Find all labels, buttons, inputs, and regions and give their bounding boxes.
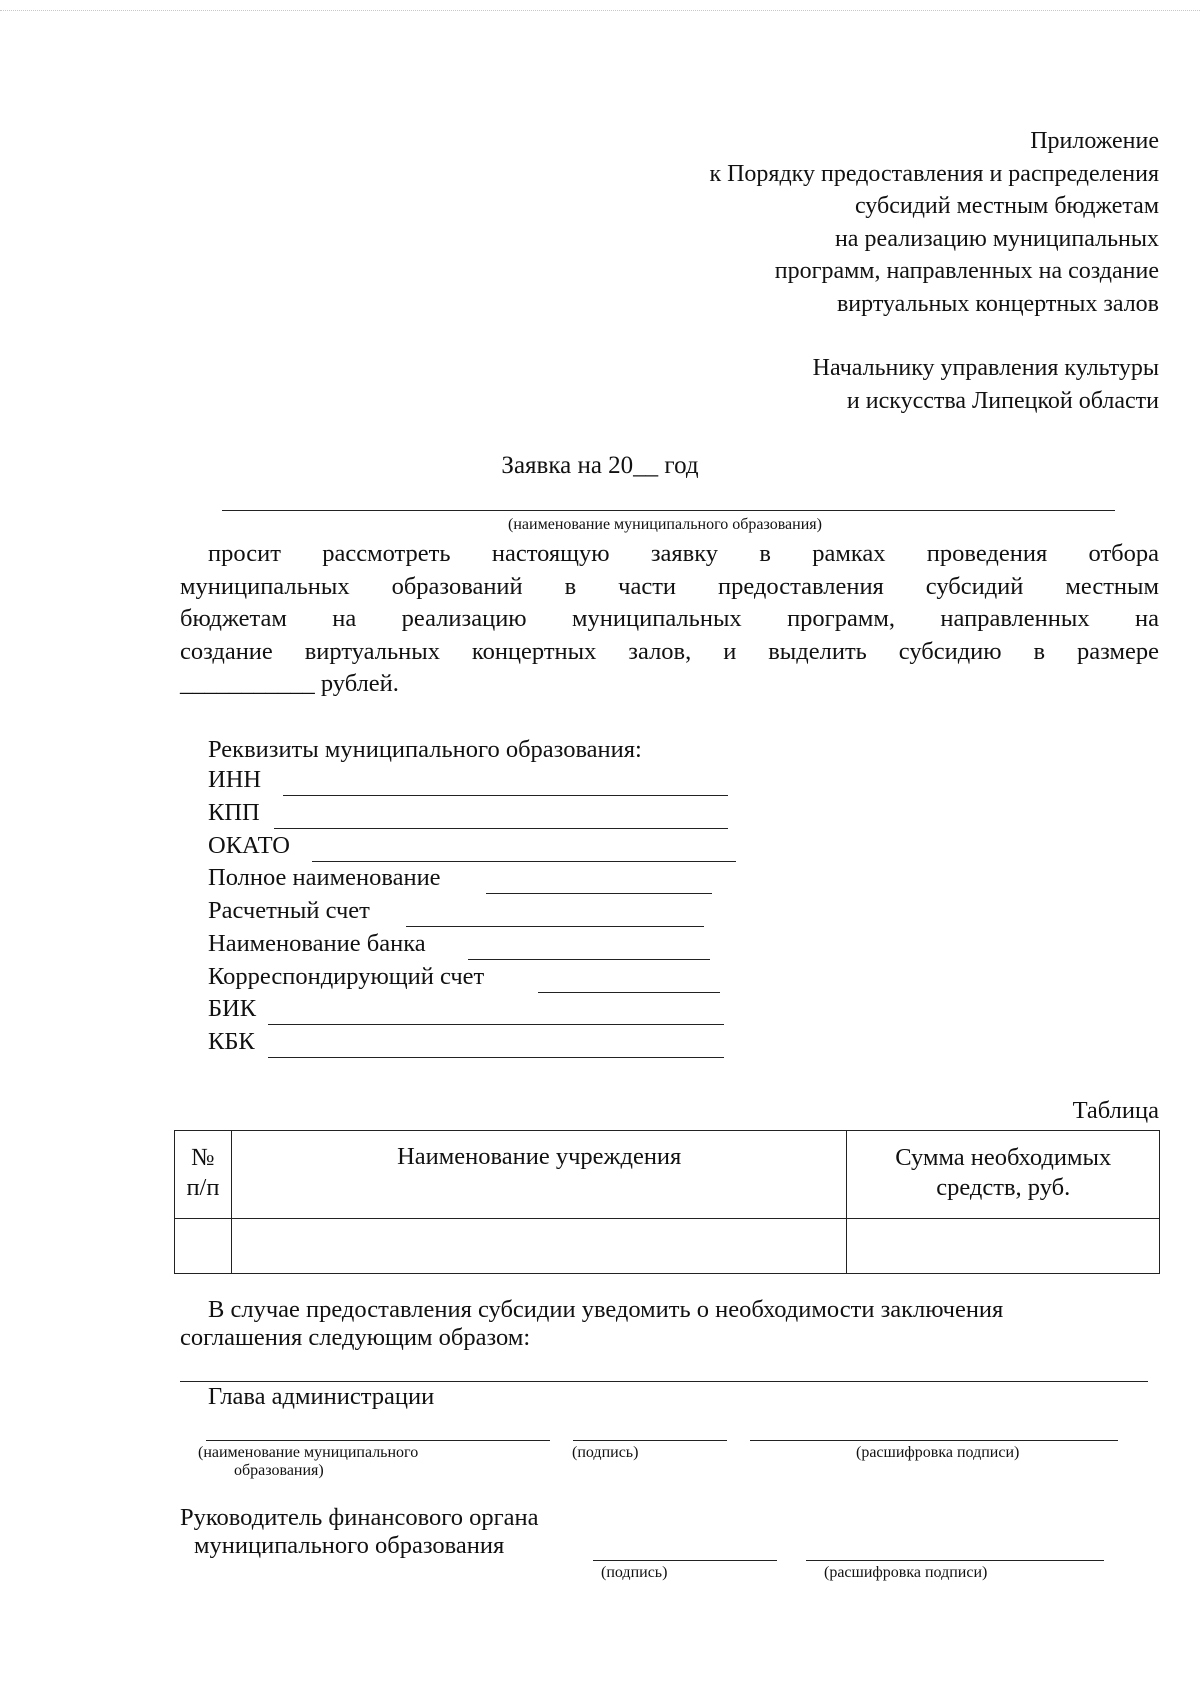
appendix-line: программ, направленных на создание: [774, 258, 1159, 284]
requisite-kpp-line[interactable]: [274, 828, 728, 829]
requisite-kpp-label: КПП: [208, 799, 260, 826]
finance-decoding-line[interactable]: [806, 1560, 1104, 1561]
caption-line: (наименование муниципального: [198, 1444, 419, 1461]
paragraph-line: муниципальных образований в части предоставления субсидий местным: [180, 572, 1159, 600]
table-cell-number[interactable]: [175, 1219, 232, 1274]
table-cell-name[interactable]: [231, 1219, 847, 1274]
appendix-line: виртуальных концертных залов: [836, 290, 1159, 317]
page-top-border: [0, 10, 1200, 11]
requisite-account-line[interactable]: [406, 926, 704, 927]
requisite-kbk-line[interactable]: [268, 1057, 724, 1058]
head-decoding-caption: (расшифровка подписи): [856, 1444, 1020, 1461]
finance-signature-line[interactable]: [593, 1560, 777, 1561]
requisite-okato-line[interactable]: [312, 861, 736, 862]
paragraph-line: ___________ рублей.: [180, 670, 399, 697]
table-caption: Таблица: [1072, 1097, 1159, 1124]
head-signature-caption: (подпись): [572, 1444, 639, 1461]
requisite-inn-line[interactable]: [283, 795, 728, 796]
table-header-row: [175, 1131, 1160, 1219]
municipality-name-line: [222, 510, 1115, 511]
requisite-bik-label: БИК: [208, 995, 257, 1022]
finance-signature-caption: (подпись): [601, 1564, 668, 1581]
requisite-account-label: Расчетный счет: [208, 897, 370, 924]
head-title: Глава администрации: [208, 1383, 435, 1410]
requisite-okato-label: ОКАТО: [208, 832, 290, 859]
header-num-symbol: №: [191, 1144, 215, 1171]
head-municipality-line[interactable]: [206, 1440, 550, 1441]
header-sum-line: Сумма необходимых: [895, 1144, 1112, 1171]
notice-line: В случае предоставления субсидии уведомить о необходимости заключения: [208, 1296, 1004, 1323]
requisite-inn-label: ИНН: [208, 766, 262, 793]
paragraph-line: просит рассмотреть настоящую заявку в рамках проведения отбора: [208, 540, 1159, 567]
notice-answer-line[interactable]: [180, 1381, 1148, 1382]
municipality-caption: (наименование муниципального образования): [508, 516, 822, 533]
notice-line: соглашения следующим образом:: [180, 1324, 531, 1351]
requisite-bank-label: Наименование банка: [208, 930, 426, 957]
document-title: Заявка на 20__ год: [501, 452, 699, 479]
addressee-line: Начальнику управления культуры: [812, 355, 1159, 381]
header-sum-line: средств, руб.: [936, 1174, 1071, 1201]
header-num-abbr: п/п: [186, 1174, 220, 1201]
head-decoding-line[interactable]: [750, 1440, 1118, 1441]
head-municipality-caption: [198, 1444, 418, 1480]
institutions-table: [174, 1130, 1160, 1274]
requisites-heading: Реквизиты муниципального образования:: [208, 736, 642, 763]
request-paragraph: [180, 538, 1159, 701]
appendix-line: на реализацию муниципальных: [834, 225, 1159, 252]
finance-title-line: Руководитель финансового органа: [180, 1504, 539, 1531]
header-cell-name: Наименование учреждения: [231, 1131, 847, 1219]
appendix-line: Приложение: [1030, 128, 1159, 154]
requisite-corr-account-label: Корреспондирующий счет: [208, 963, 485, 990]
appendix-line: к Порядку предоставления и распределения: [709, 160, 1159, 187]
requisite-corr-account-line[interactable]: [538, 992, 720, 993]
finance-title-line: муниципального образования: [194, 1532, 505, 1559]
finance-decoding-caption: (расшифровка подписи): [824, 1564, 988, 1581]
head-signature-line[interactable]: [573, 1440, 727, 1441]
header-cell-sum: [847, 1131, 1160, 1219]
caption-line: образования): [234, 1462, 324, 1479]
addressee-line: и искусства Липецкой области: [846, 387, 1159, 414]
appendix-line: субсидий местным бюджетам: [854, 193, 1159, 219]
appendix-header: [709, 125, 1159, 320]
requisite-bank-line[interactable]: [468, 959, 710, 960]
table-cell-sum[interactable]: [847, 1219, 1160, 1274]
header-cell-number: [175, 1131, 232, 1219]
requisite-fullname-line[interactable]: [486, 893, 712, 894]
paragraph-line: создание виртуальных концертных залов, и выделить субсидию в размере: [180, 637, 1159, 665]
requisite-kbk-label: КБК: [208, 1028, 255, 1055]
requisite-fullname-label: Полное наименование: [208, 864, 441, 891]
notice-paragraph: [180, 1296, 1160, 1352]
table-row: [175, 1219, 1160, 1274]
addressee-block: [813, 352, 1159, 417]
requisite-bik-line[interactable]: [268, 1024, 724, 1025]
finance-head-title: [180, 1504, 539, 1560]
paragraph-line: бюджетам на реализацию муниципальных программ, направленных на: [180, 605, 1159, 632]
